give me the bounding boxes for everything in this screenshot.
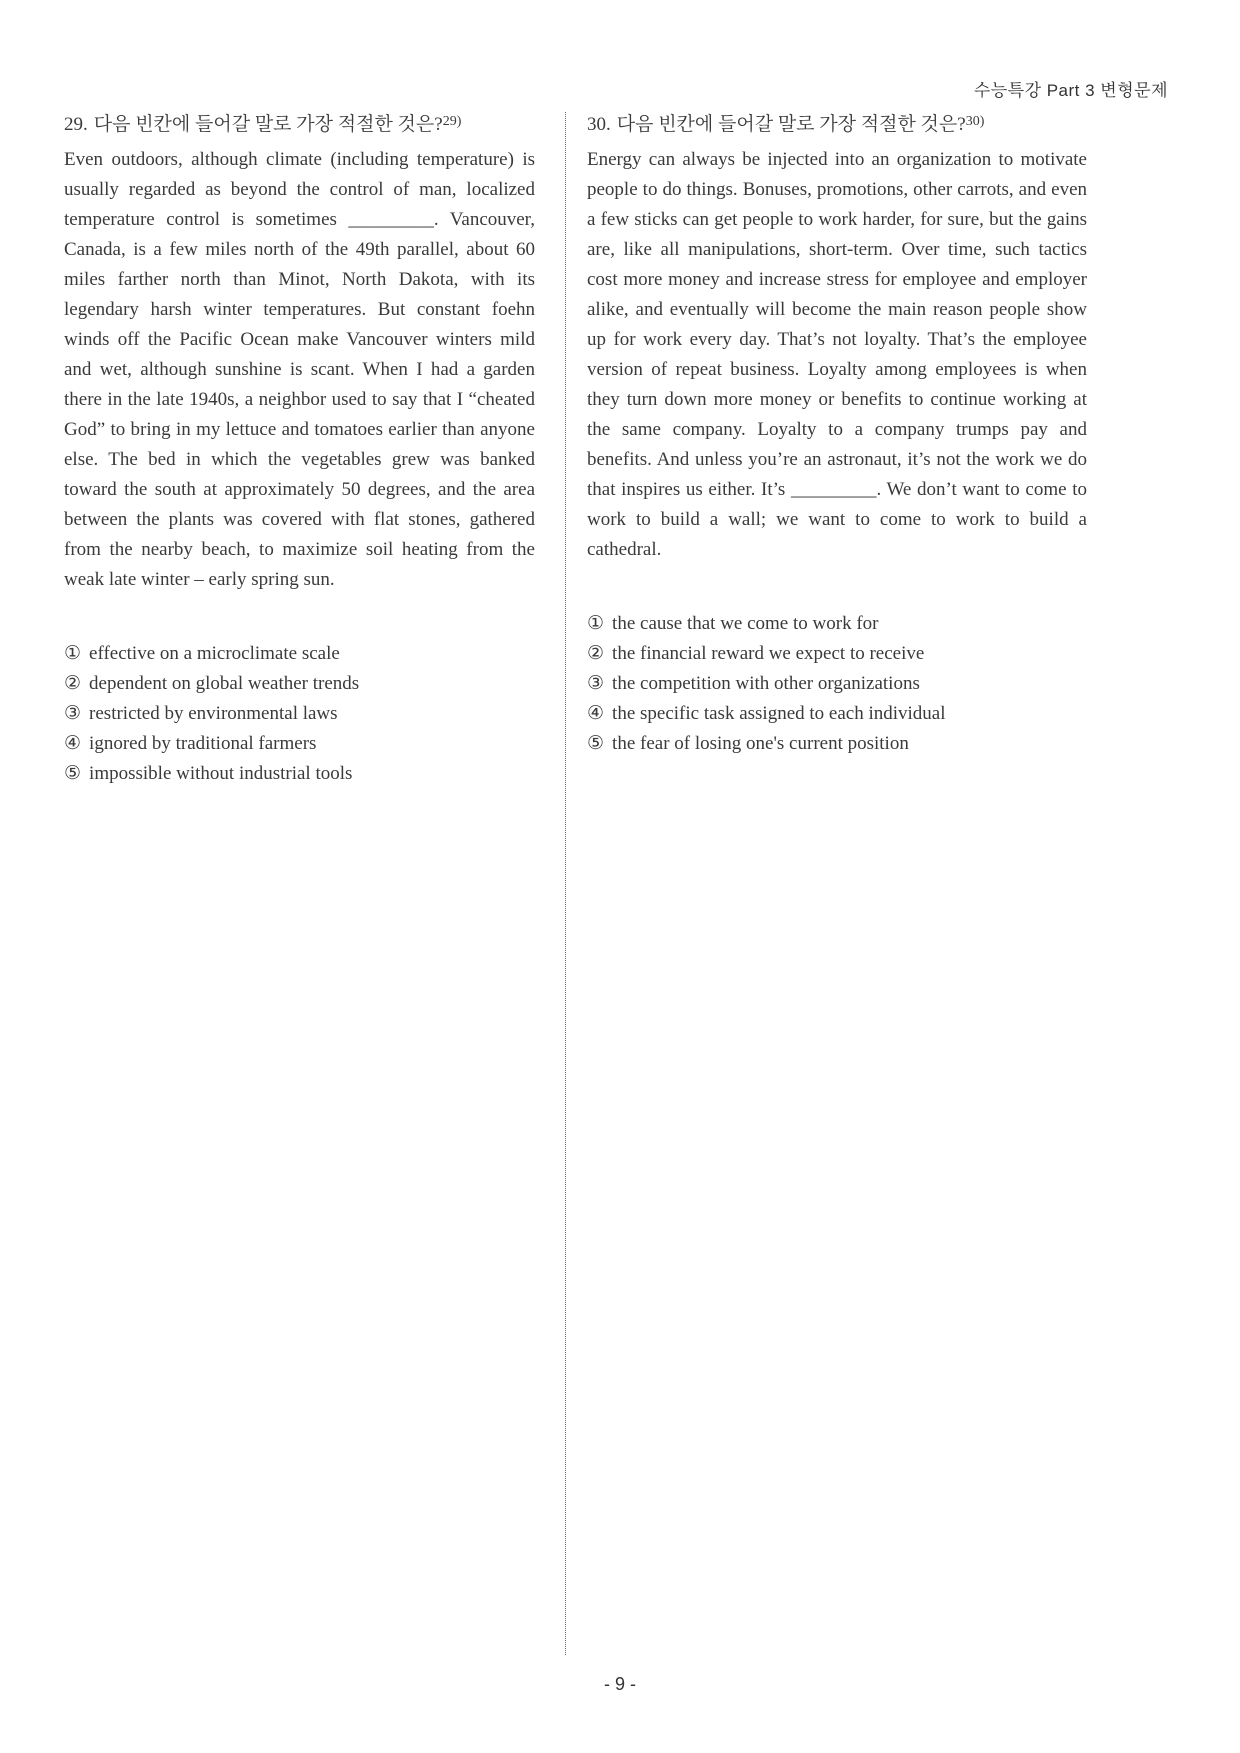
question-30 bbox=[587, 110, 1087, 789]
option-number: ③ bbox=[587, 673, 605, 694]
question-29 bbox=[64, 110, 535, 789]
question-30-title bbox=[587, 110, 1087, 142]
option-text: the competition with other organizations bbox=[612, 673, 920, 694]
question-30-prompt: 다음 빈칸에 들어갈 말로 가장 적절한 것은? bbox=[616, 114, 966, 135]
option-text: restricted by environmental laws bbox=[89, 703, 338, 724]
question-29-passage: Even outdoors, although climate (including temperature) is usually regarded as beyond the control of man, localized temperature control is sometimes _________. Vancouver, Canada, is a few miles north of the 49th parallel, about 60 miles farther north than Minot, North Dakota, with its legendary harsh winter temperatures. But constant foehn winds off the Pacific Ocean make Vancouver winters mild and wet, although sunshine is scant. When I had a garden there in the late 1940s, a neighbor used to say that I “cheated God” to bring in my lettuce and tomatoes earlier than anyone else. The bed in which the vegetables grew was banked toward the south at approximately 50 degrees, and the area between the plants was covered with flat stones, gathered from the nearby beach, to maximize soil heating from the weak late winter – early spring sun. bbox=[64, 149, 535, 590]
option-number: ① bbox=[587, 613, 605, 634]
question-29-prompt: 다음 빈칸에 들어갈 말로 가장 적절한 것은? bbox=[93, 114, 443, 135]
option-number: ④ bbox=[587, 703, 605, 724]
option-item bbox=[64, 759, 535, 789]
option-text: the specific task assigned to each individual bbox=[612, 703, 946, 724]
content-columns bbox=[64, 110, 1087, 789]
option-number: ④ bbox=[64, 733, 82, 754]
question-29-footnote-ref: 29) bbox=[442, 114, 462, 129]
option-item bbox=[587, 669, 1087, 699]
option-item bbox=[587, 639, 1087, 669]
question-29-options bbox=[64, 639, 535, 789]
option-text: the financial reward we expect to receive bbox=[612, 643, 925, 664]
option-item bbox=[64, 639, 535, 669]
option-number: ③ bbox=[64, 703, 82, 724]
question-30-passage: Energy can always be injected into an organization to motivate people to do things. Bonuses, promotions, other carrots, and even a few sticks can get people to work harder, for sure, but the gains are, like all manipulations, short-term. Over time, such tactics cost more money and increase stress for employee and employer alike, and eventually will become the main reason people show up for work every day. That’s not loyalty. That’s the employee version of repeat business. Loyalty among employees is when they turn down more money or benefits to continue working at the same company. Loyalty to a company trumps pay and benefits. And unless you’re an astronaut, it’s not the work we do that inspires us either. It’s _________. We don’t want to come to work to build a wall; we want to come to work to build a cathedral. bbox=[587, 149, 1087, 560]
page-header-title: 수능특강 Part 3 변형문제 bbox=[973, 81, 1168, 100]
option-number: ② bbox=[64, 673, 82, 694]
option-text: effective on a microclimate scale bbox=[89, 643, 340, 664]
option-item bbox=[587, 729, 1087, 759]
page-number: - 9 - bbox=[603, 1674, 636, 1694]
question-29-number: 29. bbox=[64, 114, 88, 135]
option-number: ① bbox=[64, 643, 82, 664]
option-text: impossible without industrial tools bbox=[89, 763, 353, 784]
question-30-number: 30. bbox=[587, 114, 611, 135]
question-29-title bbox=[64, 110, 535, 142]
option-text: ignored by traditional farmers bbox=[89, 733, 317, 754]
option-item bbox=[64, 729, 535, 759]
option-item bbox=[587, 699, 1087, 729]
option-number: ② bbox=[587, 643, 605, 664]
option-text: the cause that we come to work for bbox=[612, 613, 879, 634]
option-item bbox=[64, 699, 535, 729]
question-30-options bbox=[587, 609, 1087, 759]
option-text: dependent on global weather trends bbox=[89, 673, 360, 694]
option-item bbox=[64, 669, 535, 699]
option-number: ⑤ bbox=[587, 733, 605, 754]
option-number: ⑤ bbox=[64, 763, 82, 784]
option-text: the fear of losing one's current position bbox=[612, 733, 909, 754]
question-30-footnote-ref: 30) bbox=[965, 114, 985, 129]
option-item bbox=[587, 609, 1087, 639]
